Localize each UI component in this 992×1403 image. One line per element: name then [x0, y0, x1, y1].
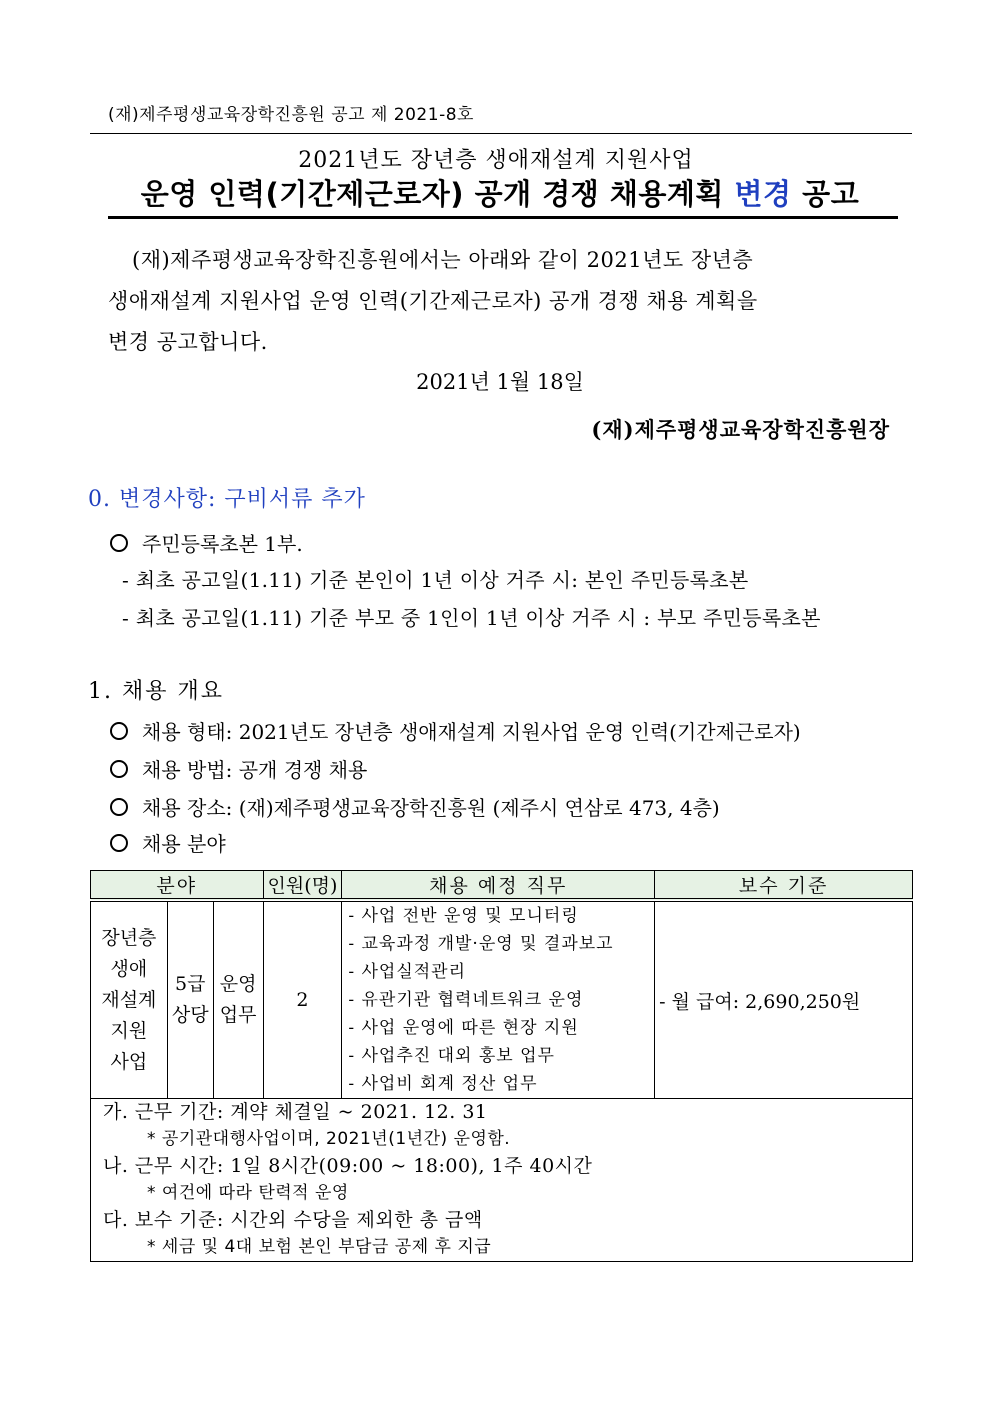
duty-item: - 사업 운영에 따른 현장 지원: [348, 1018, 579, 1038]
grade-line: 상당: [171, 1004, 209, 1026]
bullet-text: 채용 장소: (재)제주평생교육장학진흥원 (제주시 연삼로 473, 4층): [142, 796, 720, 820]
title-highlight: 변경: [734, 177, 792, 211]
circle-bullet-icon: [110, 760, 128, 778]
cell-notes: [91, 1099, 913, 1262]
header-field: 분야: [91, 871, 264, 901]
cell-work: [213, 900, 263, 1099]
title-main-text: 운영 인력(기간제근로자) 공개 경쟁 채용계획: [140, 177, 735, 211]
circle-bullet-icon: [110, 834, 128, 852]
cell-count: 2: [263, 900, 342, 1099]
section0-item: - 최초 공고일(1.11) 기준 부모 중 1인이 1년 이상 거주 시 : 부모 주민등록초본: [122, 606, 821, 630]
note-subline: * 공기관대행사업이며, 2021년(1년간) 운영함.: [147, 1129, 511, 1149]
work-line: 운영: [219, 973, 257, 995]
bullet-text: 채용 방법: 공개 경쟁 채용: [142, 758, 368, 782]
circle-bullet-icon: [110, 534, 128, 552]
intro-line: 변경 공고합니다.: [108, 330, 268, 354]
work-line: 업무: [219, 1004, 257, 1026]
header-count: 인원(명): [263, 871, 342, 901]
notice-date: 2021년 1월 18일: [416, 370, 584, 394]
duty-item: - 사업추진 대외 홍보 업무: [348, 1046, 555, 1066]
bullet-text: 채용 형태: 2021년도 장년층 생애재설계 지원사업 운영 인력(기간제근로자): [142, 720, 801, 744]
cell-pay: - 월 급여: 2,690,250원: [655, 900, 913, 1099]
field-line: 생애: [110, 957, 148, 980]
header-duties: 채용 예정 직무: [342, 871, 655, 901]
header-pay: 보수 기준: [655, 871, 913, 901]
title-suffix: 공고: [791, 177, 860, 211]
bullet-text: 주민등록초본 1부.: [142, 532, 303, 556]
intro-line: (재)제주평생교육장학진흥원에서는 아래와 같이 2021년도 장년층: [132, 248, 754, 272]
section1-bullet: [110, 792, 720, 821]
note-subline: * 세금 및 4대 보험 본인 부담금 공제 후 지급: [147, 1237, 492, 1257]
circle-bullet-icon: [110, 798, 128, 816]
section1-bullet: [110, 828, 226, 857]
title-line1: 2021년도 장년층 생애재설계 지원사업: [298, 148, 694, 173]
duty-item: - 사업 전반 운영 및 모니터링: [348, 906, 579, 926]
recruitment-table: [90, 870, 913, 1262]
section0-bullet: [110, 528, 303, 557]
duty-item: - 유관기관 협력네트워크 운영: [348, 990, 584, 1010]
section1-bullet: [110, 716, 801, 745]
field-line: 지원: [110, 1019, 148, 1042]
title-line2: [0, 172, 992, 213]
section1-title: 1. 채용 개요: [88, 679, 224, 704]
cell-grade: [167, 900, 213, 1099]
field-line: 사업: [110, 1050, 148, 1073]
title-underline: [108, 216, 898, 219]
section0-item: - 최초 공고일(1.11) 기준 본인이 1년 이상 거주 시: 본인 주민등록초본: [122, 568, 749, 592]
table-row: [91, 900, 913, 1099]
table-header-row: [91, 871, 913, 901]
grade-line: 5급: [174, 973, 206, 995]
section0-title: 0. 변경사항: 구비서류 추가: [88, 487, 366, 512]
notice-number: (재)제주평생교육장학진흥원 공고 제 2021-8호: [108, 105, 474, 125]
section1-bullet: [110, 754, 367, 783]
note-line: 다. 보수 기준: 시간외 수당을 제외한 총 금액: [103, 1209, 483, 1231]
signer: (재)제주평생교육장학진흥원장: [591, 417, 890, 442]
duty-item: - 사업실적관리: [348, 962, 467, 982]
duty-item: - 사업비 회계 정산 업무: [348, 1074, 538, 1094]
duty-item: - 교육과정 개발·운영 및 결과보고: [348, 934, 614, 954]
bullet-text: 채용 분야: [142, 832, 226, 856]
note-line: 나. 근무 시간: 1일 8시간(09:00 ~ 18:00), 1주 40시간: [103, 1155, 593, 1177]
intro-line: 생애재설계 지원사업 운영 인력(기간제근로자) 공개 경쟁 채용 계획을: [108, 289, 758, 313]
field-line: 장년층: [101, 926, 157, 949]
intro-paragraph: [108, 240, 888, 363]
note-subline: * 여건에 따라 탄력적 운영: [147, 1183, 349, 1203]
cell-field: [91, 900, 168, 1099]
field-line: 재설계: [101, 988, 157, 1011]
cell-duties: [342, 900, 655, 1099]
note-line: 가. 근무 기간: 계약 체결일 ~ 2021. 12. 31: [103, 1101, 488, 1123]
circle-bullet-icon: [110, 722, 128, 740]
table-notes-row: [91, 1099, 913, 1262]
header-rule: [90, 133, 912, 134]
